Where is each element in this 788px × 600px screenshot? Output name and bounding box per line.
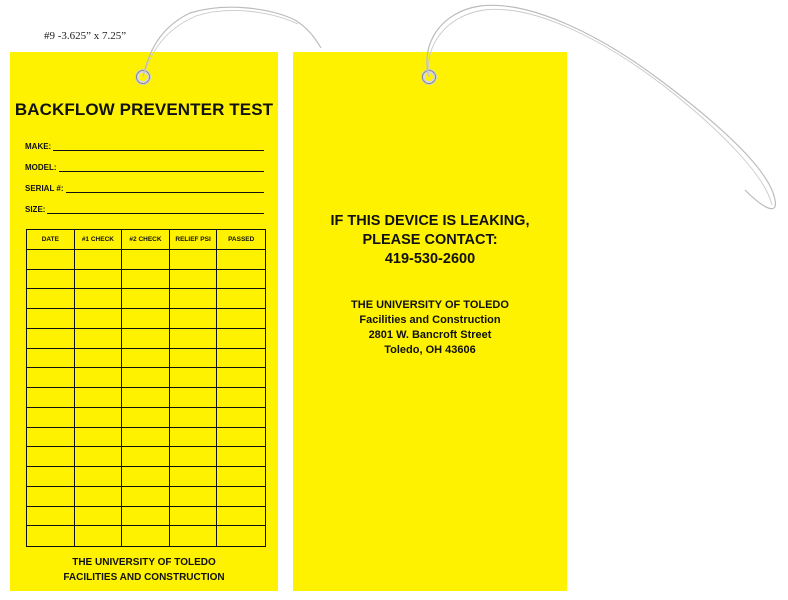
log-cell [217,250,265,270]
write-line [59,163,264,172]
log-cell [27,250,75,270]
log-cell [170,526,218,546]
write-line [53,142,264,151]
header-relief-psi: RELIEF PSI [170,230,218,250]
log-cell [170,368,218,388]
log-cell [170,408,218,428]
write-line [66,184,264,193]
log-cell [217,507,265,527]
tag-title: BACKFLOW PREVENTER TEST [14,100,274,119]
log-cell [122,507,170,527]
log-cell [170,507,218,527]
footer-line: FACILITIES AND CONSTRUCTION [63,572,225,583]
log-cell [122,447,170,467]
log-cell [122,526,170,546]
log-cell [122,408,170,428]
log-cell [122,487,170,507]
log-cell [217,447,265,467]
grommet-icon [421,69,437,85]
field-label: MODEL: [25,163,57,172]
log-cell [122,270,170,290]
log-cell [170,270,218,290]
log-cell [170,329,218,349]
log-cell [217,408,265,428]
log-cell [27,487,75,507]
log-cell [170,487,218,507]
address-line: Facilities and Construction [359,314,501,326]
footer-line: THE UNIVERSITY OF TOLEDO [72,557,216,568]
log-cell [217,270,265,290]
contact-phone: 419-530-2600 [384,251,476,267]
field-serial [25,184,264,193]
log-cell [170,428,218,448]
log-cell [27,507,75,527]
size-label: #9 -3.625” x 7.25” [44,30,127,42]
log-cell [217,526,265,546]
field-size [25,205,264,214]
log-cell [122,309,170,329]
log-cell [217,289,265,309]
log-cell [75,329,123,349]
log-cell [170,447,218,467]
log-cell [27,309,75,329]
field-model [25,163,264,172]
address-line: Toledo, OH 43606 [384,344,476,356]
log-cell [27,467,75,487]
log-cell [75,467,123,487]
address-line: THE UNIVERSITY OF TOLEDO [351,299,509,311]
log-cell [75,368,123,388]
log-cell [122,428,170,448]
log-cell [170,309,218,329]
log-cell [217,309,265,329]
tag-back [293,52,567,591]
address-block [293,298,567,358]
log-cell [122,289,170,309]
log-cell [75,487,123,507]
log-cell [217,467,265,487]
log-cell [170,388,218,408]
log-cell [217,349,265,369]
field-label: SERIAL #: [25,184,64,193]
log-cell [75,270,123,290]
log-cell [122,388,170,408]
grommet-icon [135,69,151,85]
log-cell [75,388,123,408]
log-cell [27,408,75,428]
log-cell [75,526,123,546]
log-cell [217,487,265,507]
field-label: MAKE: [25,142,52,151]
log-cell [75,349,123,369]
field-label: SIZE: [25,205,46,214]
log-cell [75,289,123,309]
log-cell [122,467,170,487]
header-check-2: #2 CHECK [122,230,170,250]
log-cell [75,428,123,448]
log-cell [75,447,123,467]
header-date: DATE [27,230,75,250]
log-cell [217,428,265,448]
address-line: 2801 W. Bancroft Street [368,329,492,341]
log-cell [75,507,123,527]
log-cell [122,250,170,270]
test-log-table [26,229,266,547]
log-cell [27,447,75,467]
tag-front [10,52,278,591]
log-cell [217,388,265,408]
front-footer [10,555,278,585]
log-cell [75,408,123,428]
log-cell [75,250,123,270]
log-cell [75,309,123,329]
log-cell [170,349,218,369]
log-cell [27,329,75,349]
log-cell [122,349,170,369]
header-passed: PASSED [217,230,265,250]
log-cell [170,250,218,270]
log-cell [170,289,218,309]
log-cell [27,368,75,388]
log-cell [122,368,170,388]
log-cell [27,428,75,448]
write-line [47,205,264,214]
contact-line: IF THIS DEVICE IS LEAKING, [330,213,530,229]
log-cell [217,329,265,349]
log-cell [170,467,218,487]
contact-block [293,212,567,269]
log-cell [122,329,170,349]
field-make [25,142,264,151]
header-check-1: #1 CHECK [75,230,123,250]
log-cell [27,270,75,290]
log-cell [27,526,75,546]
log-cell [27,289,75,309]
log-cell [27,388,75,408]
log-cell [27,349,75,369]
contact-line: PLEASE CONTACT: [362,232,498,248]
log-cell [217,368,265,388]
